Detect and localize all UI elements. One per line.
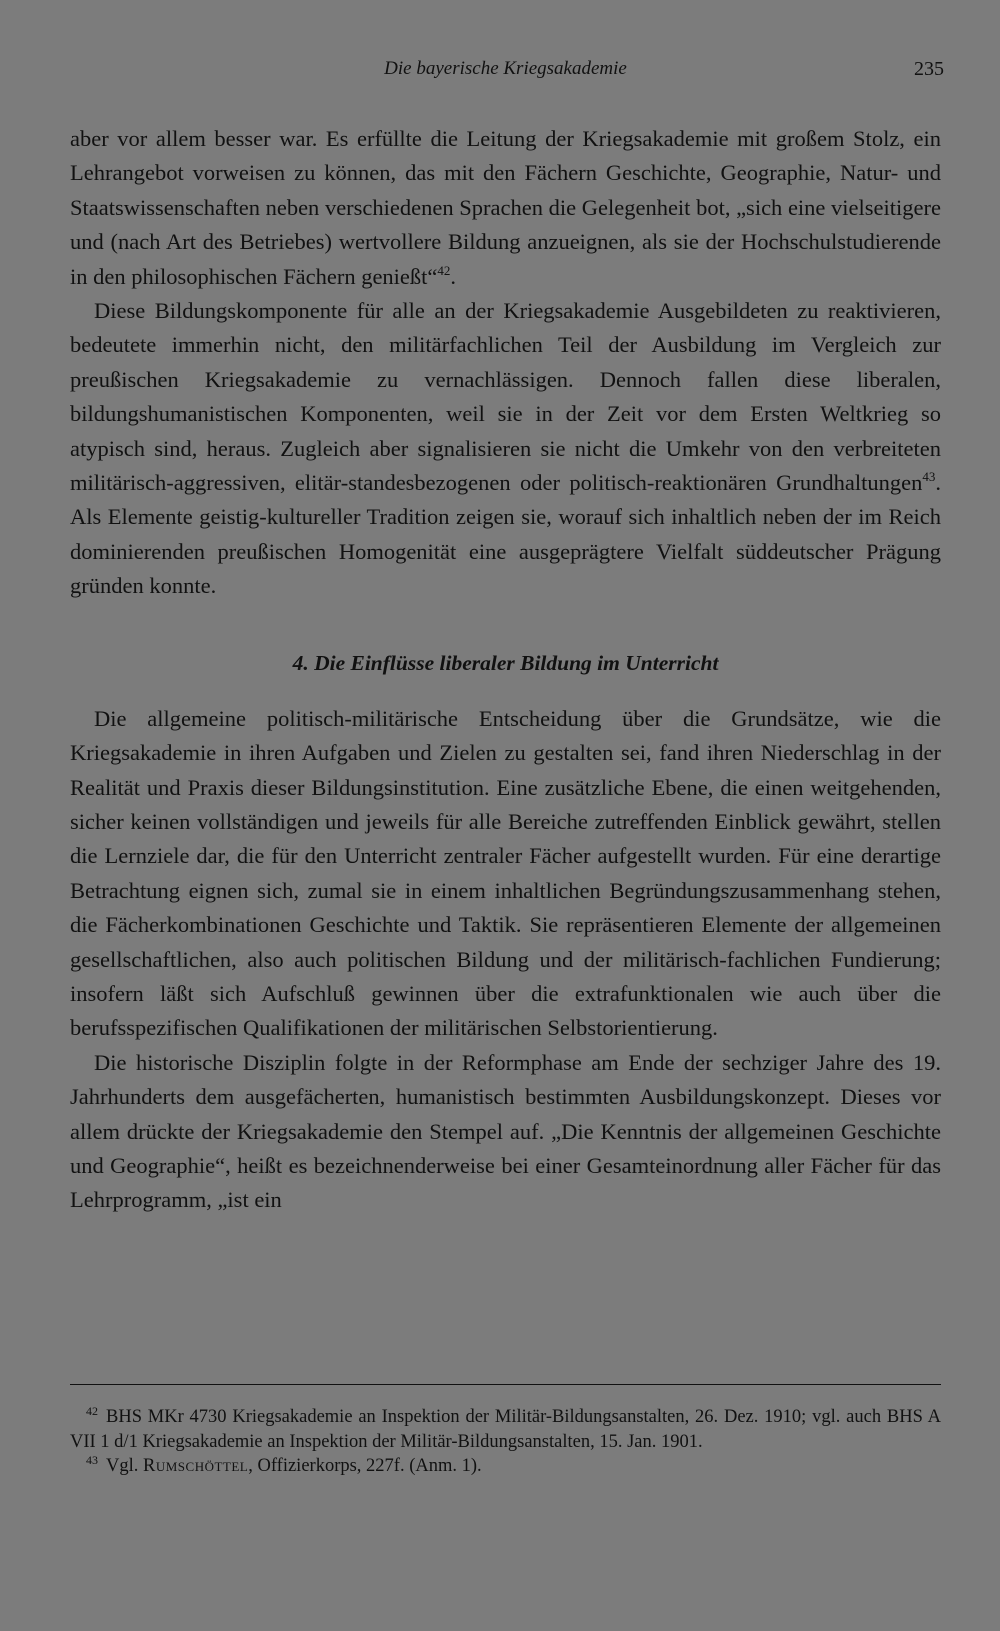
paragraph-2-text: Diese Bildungskomponente für alle an der Kriegsakademie Ausgebildeten zu reaktivieren, bedeutete immerhin nicht, den militärfachlichen Teil der Ausbildung im Vergleich zur preußischen Kriegsakademie zu vernachlässigen. Dennoch fallen diese liberalen, bildungshumanistischen Komponenten, weil sie in der Zeit vor dem Ersten Weltkrieg so atypisch sind, heraus. Zugleich aber signalisieren sie nicht die Umkehr von den verbreiteten militärisch-aggressiven, elitär-standesbezogenen oder politisch-reaktionären Grundhaltungen [70, 298, 941, 496]
body-text [70, 122, 941, 1218]
section-heading: 4. Die Einflüsse liberaler Bildung im Unterricht [292, 650, 719, 675]
paragraph-4: Die historische Disziplin folgte in der Reformphase am Ende der sechziger Jahre des 19. Jahrhunderts dem ausgefächerten, humanistisch bestimmten Ausbildungskonzept. Dieses vor allem drückte der Kriegsakademie den Stempel auf. „Die Kenntnis der allgemeinen Geschichte und Geographie“, heißt es bezeichnenderweise bei einer Gesamteinordnung aller Fächer für das Lehrprogramm, „ist ein [70, 1049, 941, 1213]
paragraph-1 [70, 122, 941, 294]
footnote-number: 43 [86, 1453, 98, 1467]
footnote-separator [70, 1384, 941, 1385]
page-number: 235 [914, 58, 944, 80]
paragraph-2-end: . Als Elemente geistig-kultureller Tradition zeigen sie, worauf sich inhaltlich neben der im Reich dominierenden preußischen Homogenität eine ausgeprägtere Vielfalt süddeutscher Prägung gründen konnte. [70, 470, 941, 599]
footnote-prefix: Vgl. [106, 1456, 139, 1476]
paragraph-2 [70, 294, 941, 604]
paragraph-1-text: aber vor allem besser war. Es erfüllte die Leitung der Kriegsakademie mit großem Stolz, ein Lehrangebot vorweisen zu können, das mit den Fächern Geschichte, Geographie, Natur- und Staatswissenschaften neben verschiedenen Sprachen die Gelegenheit bot, „sich eine vielseitigere und (nach Art des Betriebes) wertvollere Bildung anzueignen, als sie der Hochschulstudierende in den philosophischen Fächern genießt“ [70, 126, 941, 289]
footnote-text: , Offizierkorps, 227f. (Anm. 1). [248, 1456, 482, 1476]
book-page [70, 0, 944, 1631]
running-head: Die bayerische Kriegsakademie [384, 58, 627, 79]
footnote-text: BHS MKr 4730 Kriegsakademie an Inspektion der Militär-Bildungsanstalten, 26. Dez. 1910; vgl. auch BHS A VII 1 d/1 Kriegsakademie an Inspektion der Militär-Bildungsanstalten, 15. Jan. 1901. [70, 1407, 941, 1452]
footnotes [70, 1405, 941, 1479]
footnote-author: Rumschöttel [143, 1456, 249, 1476]
paragraph-3: Die allgemeine politisch-militärische Entscheidung über die Grundsätze, wie die Kriegsakademie in ihren Aufgaben und Zielen zu gestalten sei, fand ihren Niederschlag in der Realität und Praxis dieser Bildungsinstitution. Eine zusätzliche Ebene, die einen weitgehenden, sicher keinen vollständigen und jeweils für alle Bereiche zutreffenden Einblick gewährt, stellen die Lernziele dar, die für den Unterricht zentraler Fächer aufgestellt wurden. Für eine derartige Betrachtung eignen sich, zumal sie in einem inhaltlichen Begründungszusammenhang stehen, die Fächerkombinationen Geschichte und Taktik. Sie repräsentieren Elemente der allgemeinen gesellschaftlichen, also auch politischen Bildung und der militärisch-fachlichen Fundierung; insofern läßt sich Aufschluß gewinnen über die extrafunktionalen wie auch über die berufsspezifischen Qualifikationen der militärischen Selbstorientierung. [70, 705, 941, 1041]
paragraph-1-end: . [450, 263, 457, 289]
footnote-43 [70, 1454, 941, 1479]
footnote-number: 42 [86, 1404, 98, 1418]
footnote-ref-43: 43 [922, 469, 936, 485]
page-header [70, 52, 944, 92]
footnote-42 [70, 1405, 941, 1454]
footnote-ref-42: 42 [437, 262, 451, 278]
